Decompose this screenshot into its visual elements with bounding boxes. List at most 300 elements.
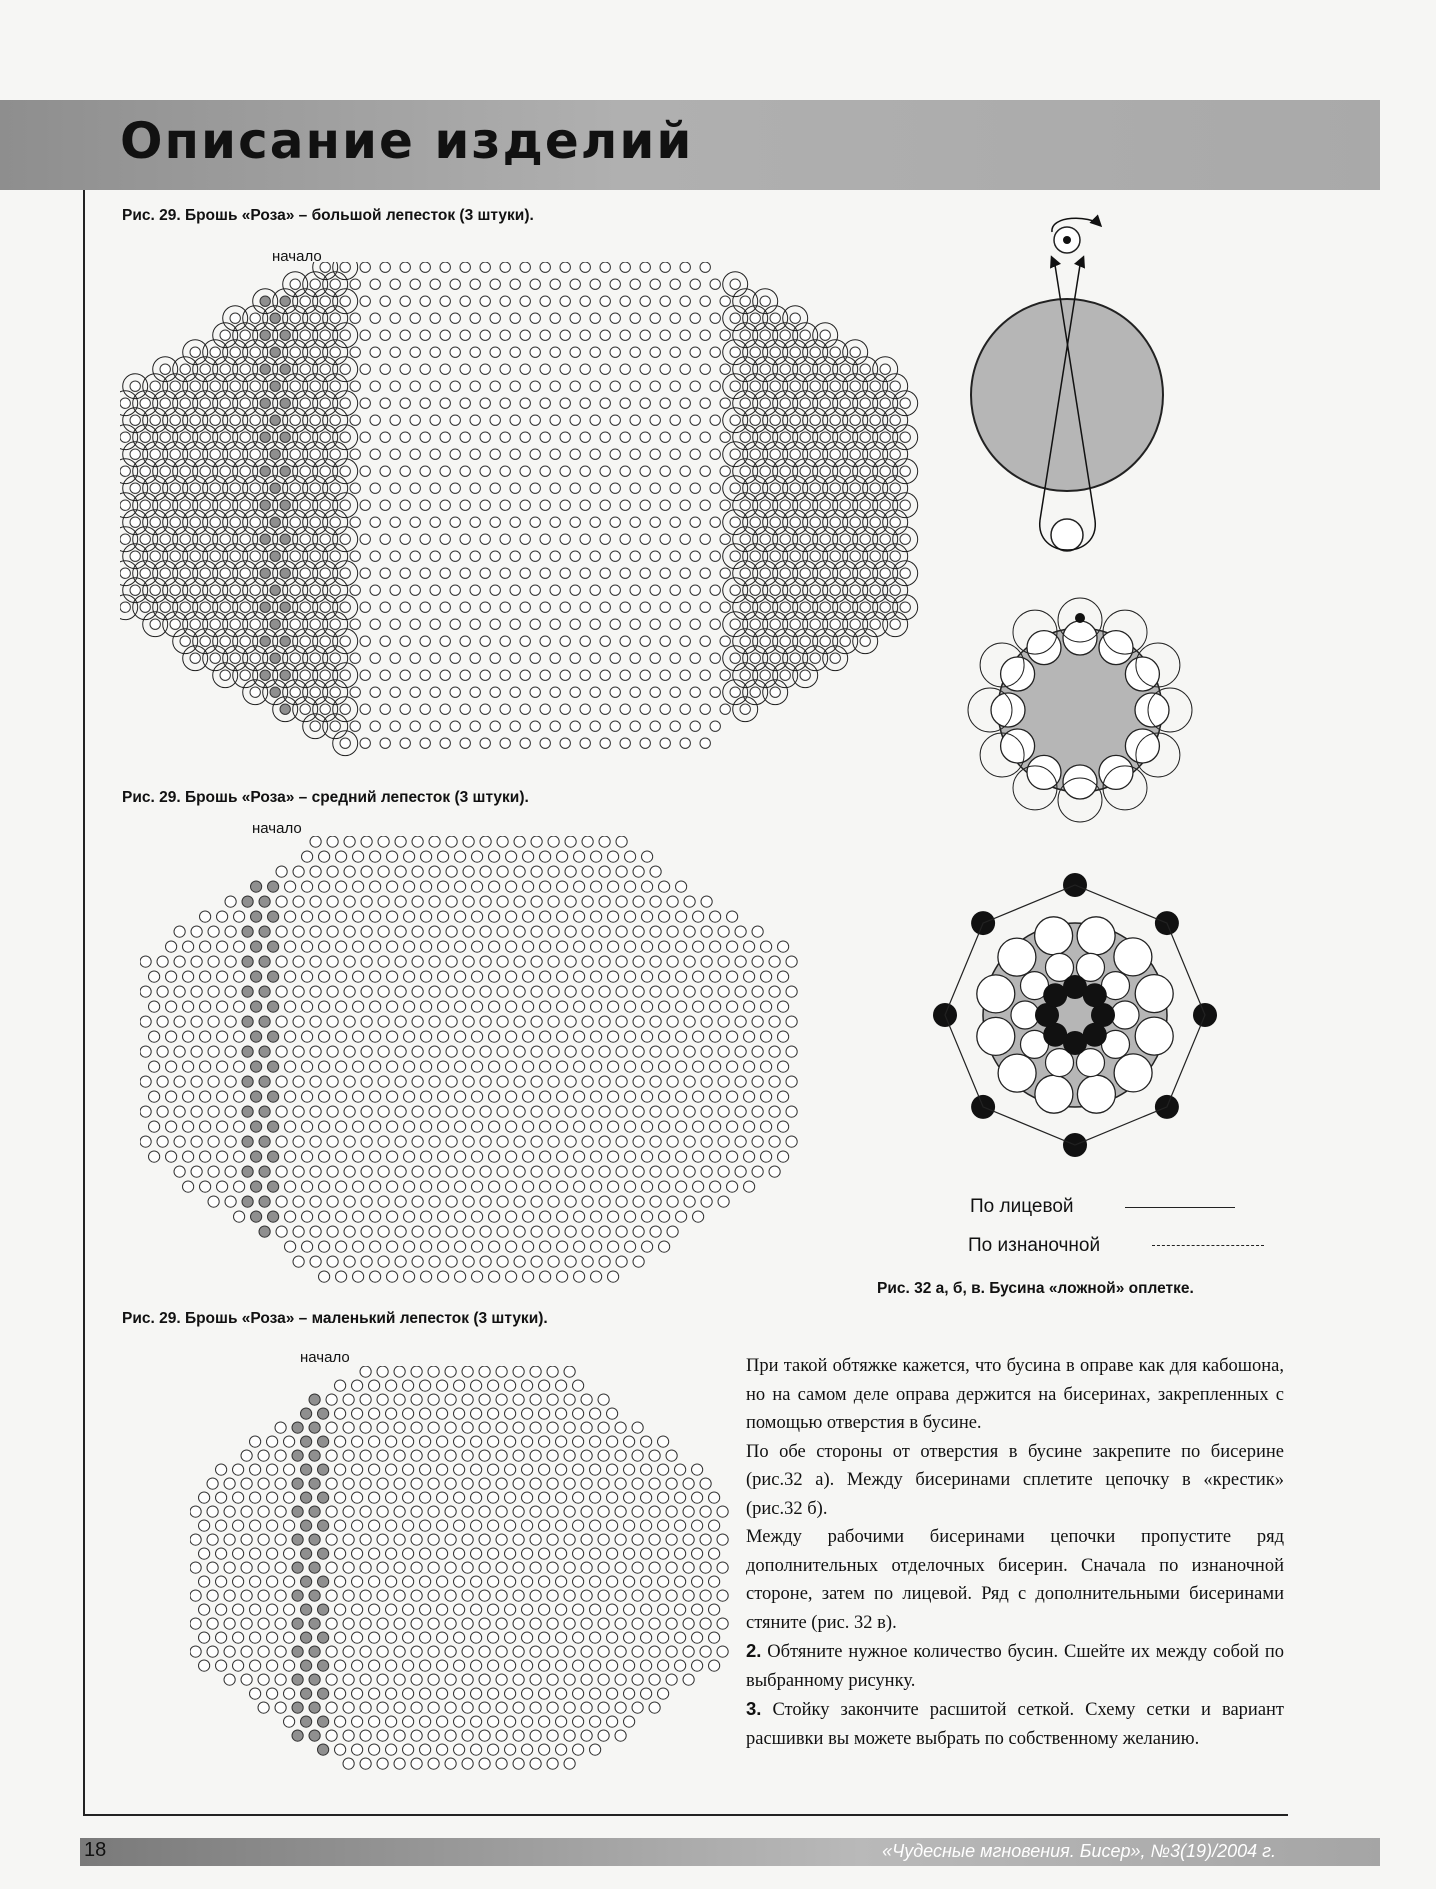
bead [539, 1744, 550, 1755]
bead [600, 432, 610, 442]
publication-title: «Чудесные мгновения. Бисер», №3(19)/2004 г. [882, 1841, 1276, 1861]
bead [488, 1576, 499, 1587]
bead [344, 1046, 355, 1057]
bead [625, 971, 636, 982]
bead [727, 1091, 738, 1102]
bead [709, 1520, 720, 1531]
bead [658, 1604, 669, 1615]
bead [258, 1618, 269, 1629]
bead [410, 653, 420, 663]
bead [633, 1256, 644, 1267]
bead [284, 1660, 295, 1671]
start-label-small: начало [300, 1349, 350, 1366]
bead [208, 1016, 219, 1027]
bead [557, 1061, 568, 1072]
bead [361, 1226, 372, 1237]
bead [718, 1166, 729, 1177]
bead [344, 1196, 355, 1207]
bead [900, 466, 910, 476]
bead [437, 1576, 448, 1587]
bead [778, 1031, 789, 1042]
bead [292, 1590, 303, 1601]
bead [430, 687, 440, 697]
bead [472, 1271, 483, 1282]
bead [216, 1492, 227, 1503]
bead [454, 1576, 465, 1587]
bead [293, 986, 304, 997]
bead [556, 1520, 567, 1531]
bead [744, 1181, 755, 1192]
bead [675, 1660, 686, 1671]
bead [336, 1241, 347, 1252]
bead [530, 687, 540, 697]
bead [600, 738, 610, 748]
bead [506, 971, 517, 982]
bead [360, 432, 370, 442]
bead [564, 1366, 575, 1377]
bead [488, 1604, 499, 1615]
bead [497, 1106, 508, 1117]
bead [625, 1091, 636, 1102]
bead [160, 364, 170, 374]
bead [437, 1436, 448, 1447]
bead [580, 670, 590, 680]
bead [403, 1464, 414, 1475]
bead [412, 836, 423, 847]
bead [607, 1464, 618, 1475]
bead [387, 911, 398, 922]
bead [251, 881, 262, 892]
bead [394, 1618, 405, 1629]
bead [693, 1061, 704, 1072]
bead [977, 975, 1015, 1013]
bead [174, 986, 185, 997]
bead [210, 551, 220, 561]
bead [353, 1001, 364, 1012]
bead [421, 1061, 432, 1072]
bead [251, 1001, 262, 1012]
bead [506, 1151, 517, 1162]
bead [870, 381, 880, 391]
bead [250, 1576, 261, 1587]
bead [761, 1001, 772, 1012]
bead [318, 1576, 329, 1587]
bead [710, 517, 720, 527]
bead [520, 262, 530, 272]
bead [446, 1256, 457, 1267]
bead [556, 1688, 567, 1699]
bead [267, 1436, 278, 1447]
bead [259, 956, 270, 967]
bead [387, 1241, 398, 1252]
bead [149, 1001, 160, 1012]
bead [450, 585, 460, 595]
bead [370, 653, 380, 663]
bead [752, 956, 763, 967]
bead [556, 1380, 567, 1391]
bead [429, 1016, 440, 1027]
bead [250, 619, 260, 629]
bead [489, 1181, 500, 1192]
bead [490, 381, 500, 391]
bead [462, 1758, 473, 1769]
bead [361, 1016, 372, 1027]
bead [582, 1226, 593, 1237]
bead [700, 568, 710, 578]
bead [590, 721, 600, 731]
bead [735, 926, 746, 937]
bead [479, 1478, 490, 1489]
bead [550, 347, 560, 357]
bead [650, 619, 660, 629]
bead [573, 1548, 584, 1559]
bead [270, 653, 280, 663]
bead [998, 1054, 1036, 1092]
bead [880, 466, 890, 476]
bead [497, 1166, 508, 1177]
bead [446, 1016, 457, 1027]
bead [420, 1408, 431, 1419]
figure-caption-medium: Рис. 29. Брошь «Роза» – средний лепесток (3 штуки). [122, 789, 529, 806]
bead [360, 296, 370, 306]
bead [598, 1450, 609, 1461]
bead [683, 1674, 694, 1685]
bead [625, 941, 636, 952]
bead [513, 1562, 524, 1573]
bead [259, 1046, 270, 1057]
bead [180, 432, 190, 442]
bead [310, 347, 320, 357]
bead [590, 517, 600, 527]
bead [207, 1646, 218, 1657]
bead [786, 956, 797, 967]
bead [258, 1674, 269, 1685]
bead [540, 1241, 551, 1252]
bead [380, 466, 390, 476]
bead [310, 517, 320, 527]
bead [1075, 613, 1085, 623]
bead [624, 1604, 635, 1615]
bead [1135, 975, 1173, 1013]
bead [591, 911, 602, 922]
bead [404, 1001, 415, 1012]
bead [700, 1590, 711, 1601]
bead [353, 1091, 364, 1102]
bead [390, 551, 400, 561]
bead [360, 500, 370, 510]
bead [460, 636, 470, 646]
bead [659, 911, 670, 922]
bead [450, 313, 460, 323]
bead [692, 1604, 703, 1615]
page-number: 18 [84, 1839, 107, 1861]
bead [548, 1046, 559, 1057]
bead [727, 971, 738, 982]
bead [770, 619, 780, 629]
bead [564, 1534, 575, 1545]
bead [740, 364, 750, 374]
bead [496, 1478, 507, 1489]
bead [310, 721, 320, 731]
bead [520, 296, 530, 306]
bead [293, 1016, 304, 1027]
bead [750, 653, 760, 663]
bead [276, 1046, 287, 1057]
bead [440, 398, 450, 408]
bead [530, 1422, 541, 1433]
bead [220, 398, 230, 408]
bead [429, 896, 440, 907]
bead [404, 1091, 415, 1102]
bead [616, 1076, 627, 1087]
bead [319, 1211, 330, 1222]
bead [760, 466, 770, 476]
bead [693, 911, 704, 922]
bead [650, 926, 661, 937]
bead [326, 1702, 337, 1713]
bead [268, 1031, 279, 1042]
bead [428, 1618, 439, 1629]
bead [380, 738, 390, 748]
bead [810, 619, 820, 629]
bead [380, 602, 390, 612]
bead [290, 653, 300, 663]
bead [234, 1211, 245, 1222]
bead [550, 517, 560, 527]
bead [471, 1436, 482, 1447]
bead [462, 1730, 473, 1741]
bead [157, 1016, 168, 1027]
bead [547, 1366, 558, 1377]
bead [780, 602, 790, 612]
bead [615, 1646, 626, 1657]
bead [510, 619, 520, 629]
bead [343, 1646, 354, 1657]
bead [380, 330, 390, 340]
bead [369, 1604, 380, 1615]
bead [234, 941, 245, 952]
bead [386, 1632, 397, 1643]
bead [710, 449, 720, 459]
bead [800, 500, 810, 510]
bead [608, 1031, 619, 1042]
bead [369, 1632, 380, 1643]
bead [183, 1061, 194, 1072]
bead [641, 1520, 652, 1531]
bead [280, 670, 290, 680]
bead [386, 1716, 397, 1727]
bead [438, 1031, 449, 1042]
bead [463, 1166, 474, 1177]
bead [336, 941, 347, 952]
bead [412, 1196, 423, 1207]
bead [445, 1394, 456, 1405]
bead [540, 568, 550, 578]
bead [267, 1464, 278, 1475]
bead [340, 670, 350, 680]
bead [540, 602, 550, 612]
bead [900, 534, 910, 544]
bead [1027, 631, 1061, 665]
bead [547, 1562, 558, 1573]
bead [632, 1590, 643, 1601]
bead [377, 1534, 388, 1545]
bead [514, 1136, 525, 1147]
bead [505, 1632, 516, 1643]
bead [670, 619, 680, 629]
bead [573, 1492, 584, 1503]
bead [462, 1450, 473, 1461]
bead [250, 1548, 261, 1559]
bead [207, 1534, 218, 1545]
bead [310, 415, 320, 425]
bead [850, 585, 860, 595]
bead [208, 926, 219, 937]
bead [190, 415, 200, 425]
bead [437, 1604, 448, 1615]
bead [547, 1646, 558, 1657]
bead [430, 721, 440, 731]
bead [216, 1548, 227, 1559]
bead [360, 1534, 371, 1545]
bead [326, 1674, 337, 1685]
bead [564, 1702, 575, 1713]
bead [280, 534, 290, 544]
bead [285, 1121, 296, 1132]
bead [497, 1046, 508, 1057]
bead [616, 866, 627, 877]
bead [598, 1646, 609, 1657]
bead [450, 517, 460, 527]
bead [676, 1061, 687, 1072]
bead [550, 381, 560, 391]
bead [690, 653, 700, 663]
bead [480, 432, 490, 442]
bead [660, 738, 670, 748]
bead [659, 1121, 670, 1132]
bead [369, 1380, 380, 1391]
bead [496, 1506, 507, 1517]
bead [513, 1646, 524, 1657]
bead [720, 670, 730, 680]
bead [573, 1380, 584, 1391]
bead [540, 330, 550, 340]
bead [326, 1534, 337, 1545]
bead [1035, 1075, 1073, 1113]
bead [258, 1506, 269, 1517]
bead [616, 896, 627, 907]
bead [370, 1241, 381, 1252]
bead [140, 986, 151, 997]
bead [684, 1046, 695, 1057]
bead [280, 568, 290, 578]
bead [667, 896, 678, 907]
bead [240, 534, 250, 544]
bead [520, 738, 530, 748]
bead [302, 1121, 313, 1132]
bead [217, 1031, 228, 1042]
bead [720, 296, 730, 306]
bead [514, 956, 525, 967]
bead [675, 1548, 686, 1559]
bead [683, 1562, 694, 1573]
bead [600, 602, 610, 612]
bead [890, 619, 900, 629]
bead [630, 347, 640, 357]
bead [780, 534, 790, 544]
bead [285, 941, 296, 952]
bead [183, 1121, 194, 1132]
bead [692, 1464, 703, 1475]
bead [600, 364, 610, 374]
bead [361, 1046, 372, 1057]
bead [591, 941, 602, 952]
bead [276, 986, 287, 997]
bead [370, 585, 380, 595]
bead [190, 1618, 201, 1629]
bead [387, 1061, 398, 1072]
bead [293, 1166, 304, 1177]
bead [514, 1046, 525, 1057]
bead [598, 1478, 609, 1489]
bead [377, 1730, 388, 1741]
bead [760, 602, 770, 612]
bead [259, 896, 270, 907]
bead [513, 1534, 524, 1545]
bead [460, 296, 470, 306]
bead [280, 500, 290, 510]
bead [130, 415, 140, 425]
bead [183, 1091, 194, 1102]
bead [353, 1271, 364, 1282]
bead [650, 483, 660, 493]
bead [565, 866, 576, 877]
bead [761, 1151, 772, 1162]
bead [267, 1492, 278, 1503]
bead [750, 449, 760, 459]
bead [497, 986, 508, 997]
bead [608, 1271, 619, 1282]
bead [437, 1464, 448, 1475]
bead [514, 1016, 525, 1027]
bead [150, 381, 160, 391]
bead [471, 1688, 482, 1699]
bead [670, 721, 680, 731]
bead [319, 941, 330, 952]
bead [267, 1604, 278, 1615]
bead [693, 1151, 704, 1162]
bead [394, 1674, 405, 1685]
bead [352, 1548, 363, 1559]
bead [472, 1001, 483, 1012]
bead [410, 483, 420, 493]
bead [658, 1492, 669, 1503]
bead [680, 262, 690, 272]
bead [1125, 729, 1159, 763]
bead [522, 1576, 533, 1587]
bead [480, 1196, 491, 1207]
bead [1077, 1075, 1115, 1113]
bead [233, 1604, 244, 1615]
bead [610, 449, 620, 459]
bead [301, 1576, 312, 1587]
bead [390, 347, 400, 357]
bead [565, 986, 576, 997]
bead [421, 1001, 432, 1012]
bead [290, 517, 300, 527]
bead [615, 1618, 626, 1629]
bead [480, 1256, 491, 1267]
